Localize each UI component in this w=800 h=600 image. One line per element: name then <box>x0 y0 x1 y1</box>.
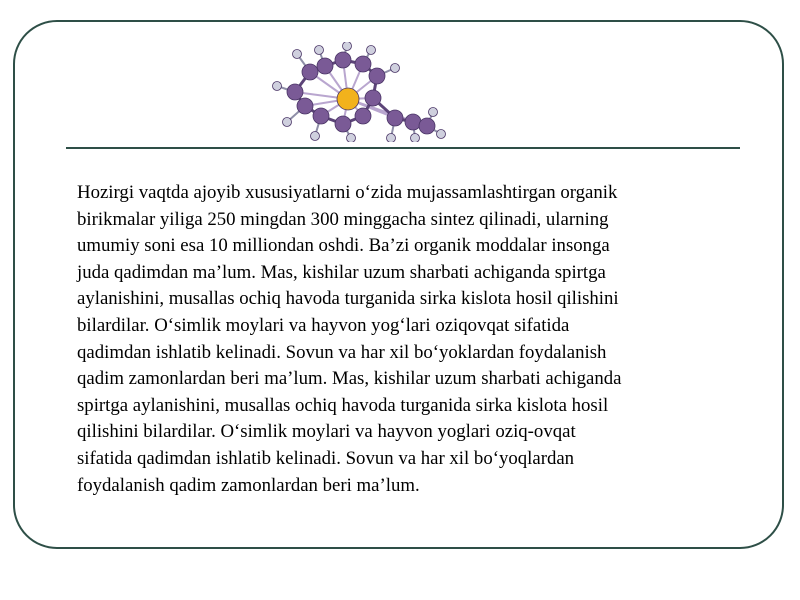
body-text: Hozirgi vaqtda ajoyib xususiyatlarni o‘zida mujassamlashtirgan organik birikmalar yiliga 250 mingdan 300 minggacha sintez qilinadi, ularning umumiy soni esa 10 milliondan oshdi. Ba’zi organik moddalar insonga juda qadimdan ma’lum. Mas, kishilar uzum sharbati achiganda spirtga aylanishini, musallas ochiq havoda turganida sirka kislota hosil qilishini bilardilar. O‘simlik moylari va hayvon yog‘lari oziqovqat sifatida qadimdan ishlatib kelinadi. Sovun va har xil bo‘yoklardan foydalanish qadim zamonlardan beri ma’lum. Mas, kishilar uzum sharbati achiganda spirtga aylanishini, musallas ochiq havoda turganida sirka kislota hosil qilishini bilardilar. O‘simlik moylari va hayvon yoglari oziq-ovqat sifatida qadimdan ishlatib kelinadi. Sovun va har xil bo‘yoqlardan foydalanish qadim zamonlardan beri ma’lum. <box>77 182 622 496</box>
carbon-atom <box>355 108 371 124</box>
hydrogen-atom <box>283 118 292 127</box>
molecule-illustration <box>255 42 455 142</box>
center-metal-atom <box>337 88 359 110</box>
carbon-atom <box>302 64 318 80</box>
hydrogen-atom <box>437 130 446 139</box>
hydrogen-atom <box>411 134 420 143</box>
hydrogen-atom <box>429 108 438 117</box>
divider-line <box>66 147 740 149</box>
carbon-atom <box>365 90 381 106</box>
hydrogen-atom <box>347 134 356 143</box>
carbon-atom <box>369 68 385 84</box>
hydrogen-atom <box>367 46 376 55</box>
hydrogen-atom <box>273 82 282 91</box>
carbon-atom <box>387 110 403 126</box>
carbon-atom <box>287 84 303 100</box>
carbon-atom <box>355 56 371 72</box>
carbon-atom <box>335 52 351 68</box>
hydrogen-atom <box>293 50 302 59</box>
hydrogen-atom <box>311 132 320 141</box>
carbon-atom <box>419 118 435 134</box>
carbon-atom <box>335 116 351 132</box>
hydrogen-atom <box>315 46 324 55</box>
hydrogen-atom <box>387 134 396 143</box>
molecule-icon <box>255 42 455 142</box>
carbon-atom <box>313 108 329 124</box>
carbon-atom <box>405 114 421 130</box>
carbon-atom <box>297 98 313 114</box>
hydrogen-atom <box>391 64 400 73</box>
hydrogen-atom <box>343 42 352 51</box>
carbon-atom <box>317 58 333 74</box>
